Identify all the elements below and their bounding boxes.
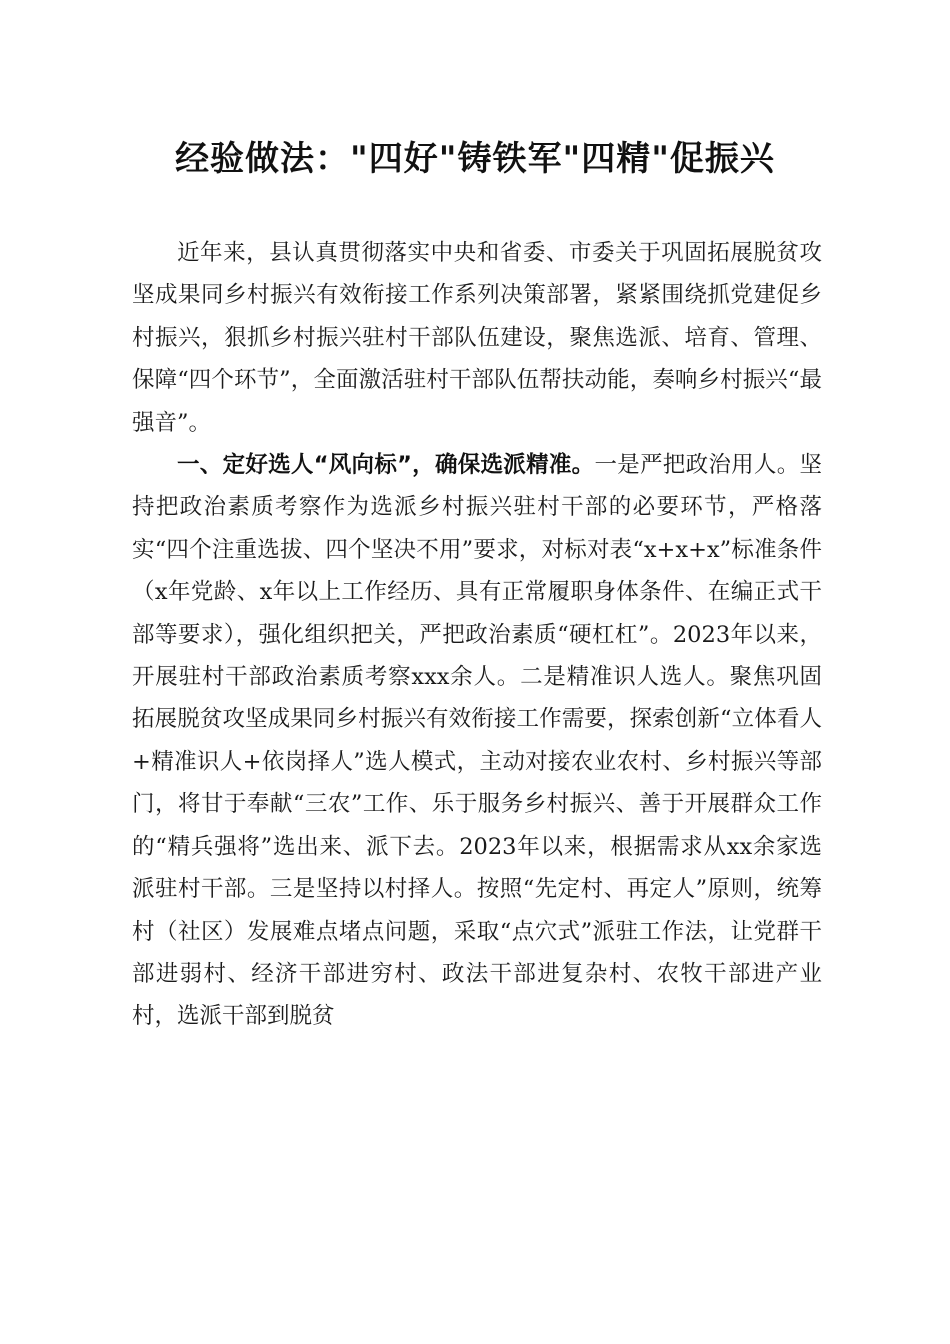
document-title: 经验做法："四好"铸铁军"四精"促振兴 — [175, 139, 775, 179]
section-1-heading: 一、定好选人“风向标”，确保选派精准。 — [177, 452, 595, 479]
intro-paragraph: 近年来，县认真贯彻落实中央和省委、市委关于巩固拓展脱贫攻坚成果同乡村振兴有效衔接工作系列决策部署，紧紧围绕抓党建促乡村振兴，狠抓乡村振兴驻村干部队伍建设，聚焦选派、培育、管理、保障“四个环节”，全面激活驻村干部队伍帮扶动能，奏响乡村振兴“最强音”。 — [132, 240, 822, 436]
document-body — [132, 232, 822, 1038]
section-1-paragraph — [132, 444, 822, 1038]
section-1-body: 一是严把政治用人。坚持把政治素质考察作为选派乡村振兴驻村干部的必要环节，严格落实“四个注重选拔、四个坚决不用”要求，对标对表“x+x+x”标准条件（x年党龄、x年以上工作经历、具有正常履职身体条件、在编正式干部等要求），强化组织把关，严把政治素质“硬杠杠”。2023年以来，开展驻村干部政治素质考察xxx余人。二是精准识人选人。聚焦巩固拓展脱贫攻坚成果同乡村振兴有效衔接工作需要，探索创新“立体看人+精准识人+依岗择人”选人模式，主动对接农业农村、乡村振兴等部门，将甘于奉献“三农”工作、乐于服务乡村振兴、善于开展群众工作的“精兵强将”选出来、派下去。2023年以来，根据需求从xx余家选派驻村干部。三是坚持以村择人。按照“先定村、再定人”原则，统筹村（社区）发展难点堵点问题，采取“点穴式”派驻工作法，让党群干部进弱村、经济干部进穷村、政法干部进复杂村、农牧干部进产业村，选派干部到脱贫 — [132, 452, 822, 1030]
